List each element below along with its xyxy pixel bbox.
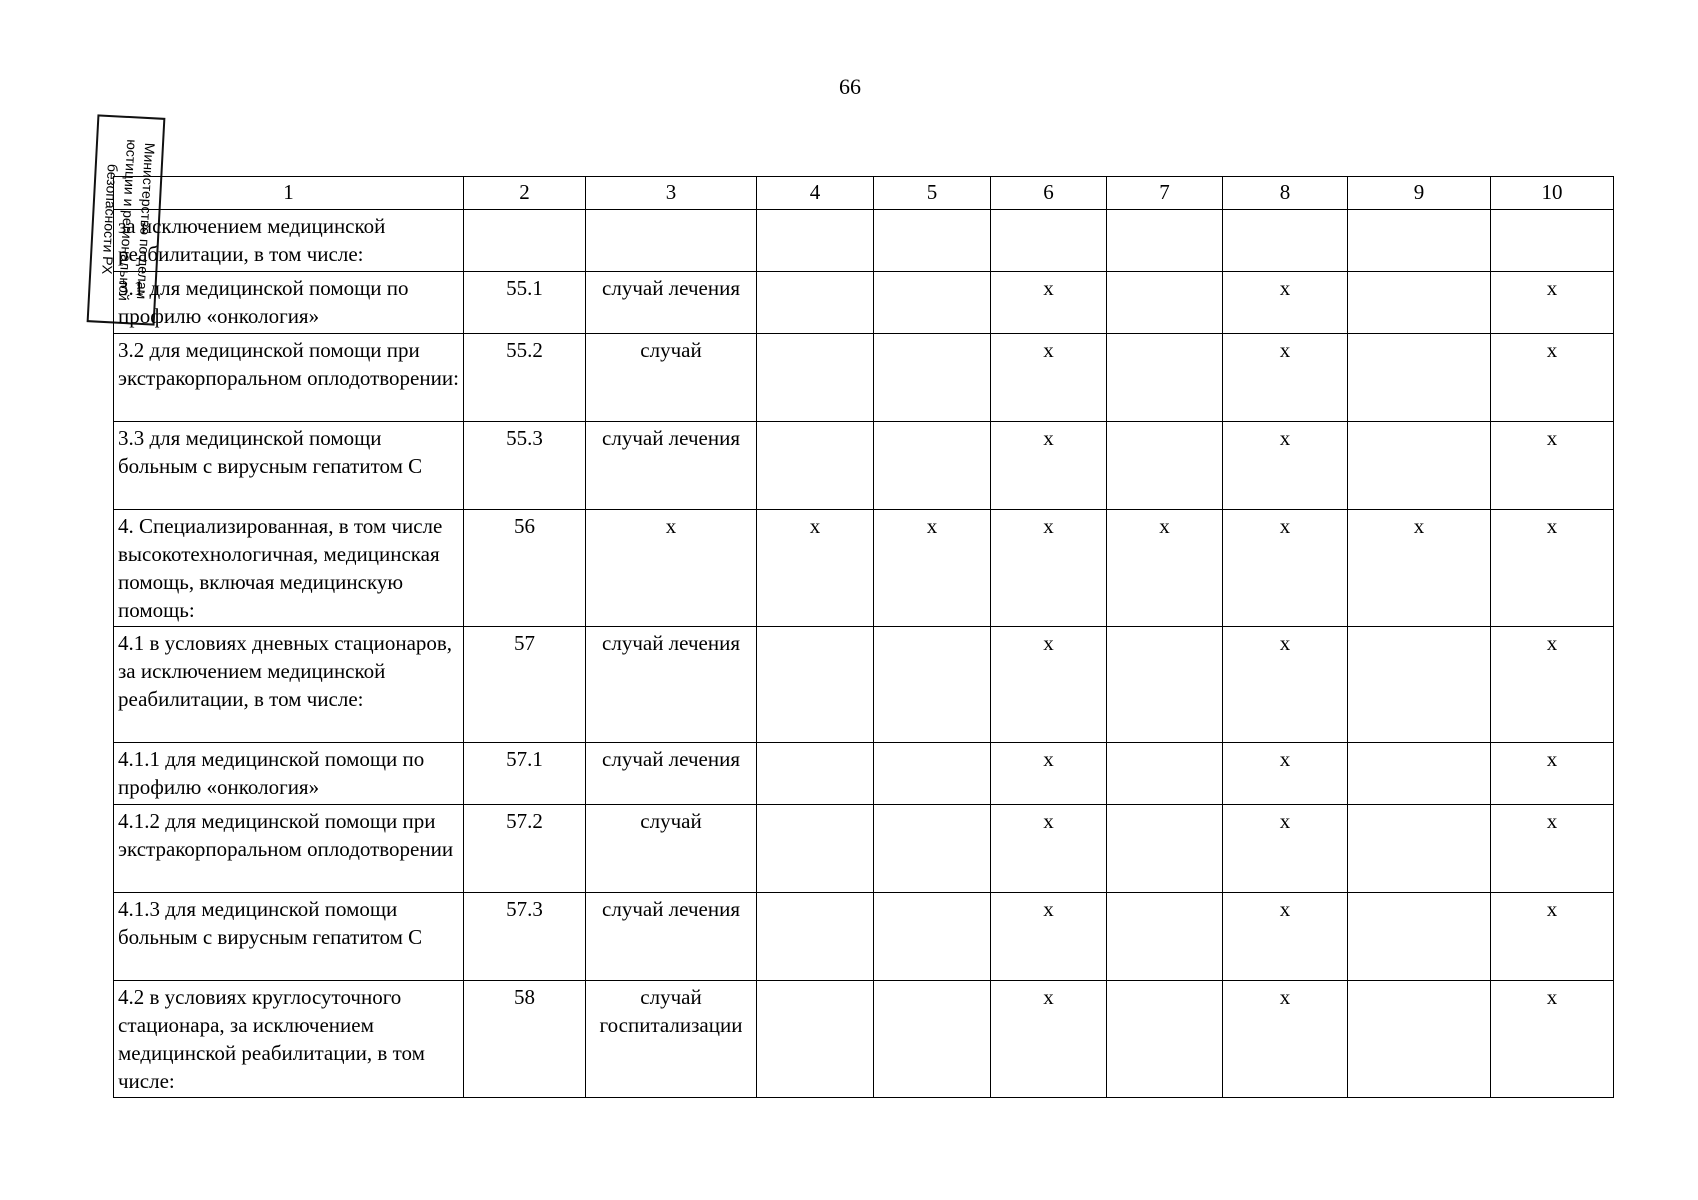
table-cell: х <box>1223 981 1348 1098</box>
table-row <box>114 805 1614 893</box>
page-number: 66 <box>839 74 861 99</box>
table-cell: х <box>991 805 1107 893</box>
table-row <box>114 627 1614 743</box>
column-header: 4 <box>757 177 874 210</box>
table-cell <box>874 893 991 981</box>
table-cell: 55.3 <box>464 422 586 510</box>
header-row <box>114 177 1614 210</box>
table-cell: х <box>1491 510 1614 627</box>
table-cell: 57 <box>464 627 586 743</box>
data-table <box>113 176 1614 1098</box>
table-header <box>114 177 1614 210</box>
table-row <box>114 981 1614 1098</box>
table-cell <box>1107 743 1223 805</box>
table-cell <box>1348 422 1491 510</box>
table-cell: х <box>991 627 1107 743</box>
row-label-cell: 4. Специализированная, в том числе высокотехнологичная, медицинская помощь, включая медицинскую помощь: <box>114 510 464 627</box>
column-header: 5 <box>874 177 991 210</box>
table-cell: 58 <box>464 981 586 1098</box>
table-cell: 55.1 <box>464 272 586 334</box>
table-cell: х <box>874 510 991 627</box>
column-header: 2 <box>464 177 586 210</box>
table-cell: случай <box>586 805 757 893</box>
table-cell: случай госпитализации <box>586 981 757 1098</box>
table-cell: 57.2 <box>464 805 586 893</box>
table-cell: х <box>991 893 1107 981</box>
table-cell: 55.2 <box>464 334 586 422</box>
table-cell <box>586 210 757 272</box>
table-row <box>114 510 1614 627</box>
table-cell <box>874 805 991 893</box>
table-cell <box>1348 893 1491 981</box>
table-cell <box>757 422 874 510</box>
table-cell: 57.3 <box>464 893 586 981</box>
table-cell: случай лечения <box>586 272 757 334</box>
table-cell <box>874 627 991 743</box>
table-cell <box>1348 334 1491 422</box>
table-cell <box>1348 627 1491 743</box>
table-cell: х <box>991 334 1107 422</box>
table-cell <box>1107 893 1223 981</box>
table-cell: случай лечения <box>586 893 757 981</box>
row-label-cell: 4.1 в условиях дневных стационаров, за исключением медицинской реабилитации, в том числе: <box>114 627 464 743</box>
column-header: 8 <box>1223 177 1348 210</box>
table-cell: х <box>586 510 757 627</box>
table-cell: 57.1 <box>464 743 586 805</box>
row-label-cell: 3.3 для медицинской помощи больным с вирусным гепатитом С <box>114 422 464 510</box>
table-cell: х <box>1223 422 1348 510</box>
row-label-cell: 4.1.2 для медицинской помощи при экстракорпоральном оплодотворении <box>114 805 464 893</box>
table-cell <box>1107 422 1223 510</box>
table-cell: х <box>1491 743 1614 805</box>
table-cell: х <box>1491 422 1614 510</box>
table-cell <box>1107 334 1223 422</box>
table-cell: х <box>1491 893 1614 981</box>
row-label-cell: 4.1.3 для медицинской помощи больным с вирусным гепатитом С <box>114 893 464 981</box>
table-cell <box>464 210 586 272</box>
table-cell <box>1107 272 1223 334</box>
table-cell: случай лечения <box>586 627 757 743</box>
stamp-line: Министерство по делам <box>133 142 159 300</box>
table-cell: 56 <box>464 510 586 627</box>
stamp-line: юстиции и региональной <box>115 138 141 302</box>
table-cell <box>874 422 991 510</box>
table-cell <box>1348 805 1491 893</box>
table-cell <box>874 334 991 422</box>
table-cell <box>757 805 874 893</box>
column-header: 7 <box>1107 177 1223 210</box>
table-cell: х <box>1491 334 1614 422</box>
table-cell <box>757 981 874 1098</box>
row-label-cell: за исключением медицинской реабилитации, в том числе: <box>114 210 464 272</box>
table-cell <box>757 893 874 981</box>
table-cell <box>1107 981 1223 1098</box>
table-row <box>114 334 1614 422</box>
table-cell <box>757 334 874 422</box>
table-cell <box>1348 210 1491 272</box>
table-cell <box>757 210 874 272</box>
table-cell: х <box>1491 627 1614 743</box>
row-label-cell: 4.1.1 для медицинской помощи по профилю «онкология» <box>114 743 464 805</box>
table-cell <box>874 210 991 272</box>
table-cell <box>1348 981 1491 1098</box>
table-cell: х <box>757 510 874 627</box>
table-cell: случай лечения <box>586 422 757 510</box>
table-cell <box>1348 743 1491 805</box>
column-header: 6 <box>991 177 1107 210</box>
table-cell: х <box>1491 981 1614 1098</box>
table-cell: х <box>1223 893 1348 981</box>
table-body <box>114 210 1614 1098</box>
column-header: 3 <box>586 177 757 210</box>
table-cell <box>1223 210 1348 272</box>
table-cell <box>1348 272 1491 334</box>
table-cell <box>874 272 991 334</box>
table-cell <box>1491 210 1614 272</box>
row-label-cell: 3.2 для медицинской помощи при экстракорпоральном оплодотворении: <box>114 334 464 422</box>
table-cell: х <box>1223 510 1348 627</box>
table-cell: х <box>991 743 1107 805</box>
table-row <box>114 272 1614 334</box>
table-cell <box>757 743 874 805</box>
table-cell: х <box>1491 272 1614 334</box>
row-label-cell: 4.2 в условиях круглосуточного стационара, за исключением медицинской реабилитации, в том числе: <box>114 981 464 1098</box>
table-cell: х <box>991 422 1107 510</box>
table-row <box>114 422 1614 510</box>
row-label-cell: 3.1 для медицинской помощи по профилю «онкология» <box>114 272 464 334</box>
table-cell: х <box>1223 627 1348 743</box>
table-cell: х <box>1223 805 1348 893</box>
table-cell: случай <box>586 334 757 422</box>
table-row <box>114 210 1614 272</box>
table-cell: х <box>991 510 1107 627</box>
column-header: 10 <box>1491 177 1614 210</box>
table-row <box>114 893 1614 981</box>
table-cell <box>757 627 874 743</box>
table-cell: х <box>1223 272 1348 334</box>
table-cell: х <box>1223 334 1348 422</box>
table-cell: х <box>1348 510 1491 627</box>
column-header: 9 <box>1348 177 1491 210</box>
table-cell: х <box>1107 510 1223 627</box>
table-cell <box>1107 627 1223 743</box>
table-cell: х <box>1491 805 1614 893</box>
table-cell: х <box>991 981 1107 1098</box>
table-cell: случай лечения <box>586 743 757 805</box>
table-cell <box>874 981 991 1098</box>
table-row <box>114 743 1614 805</box>
table-cell <box>874 743 991 805</box>
table-cell <box>1107 805 1223 893</box>
stamp-line: безопасности РХ <box>99 163 121 275</box>
table-cell: х <box>991 272 1107 334</box>
table-cell <box>991 210 1107 272</box>
table-cell <box>1107 210 1223 272</box>
table-cell <box>757 272 874 334</box>
table-cell: х <box>1223 743 1348 805</box>
column-header: 1 <box>114 177 464 210</box>
